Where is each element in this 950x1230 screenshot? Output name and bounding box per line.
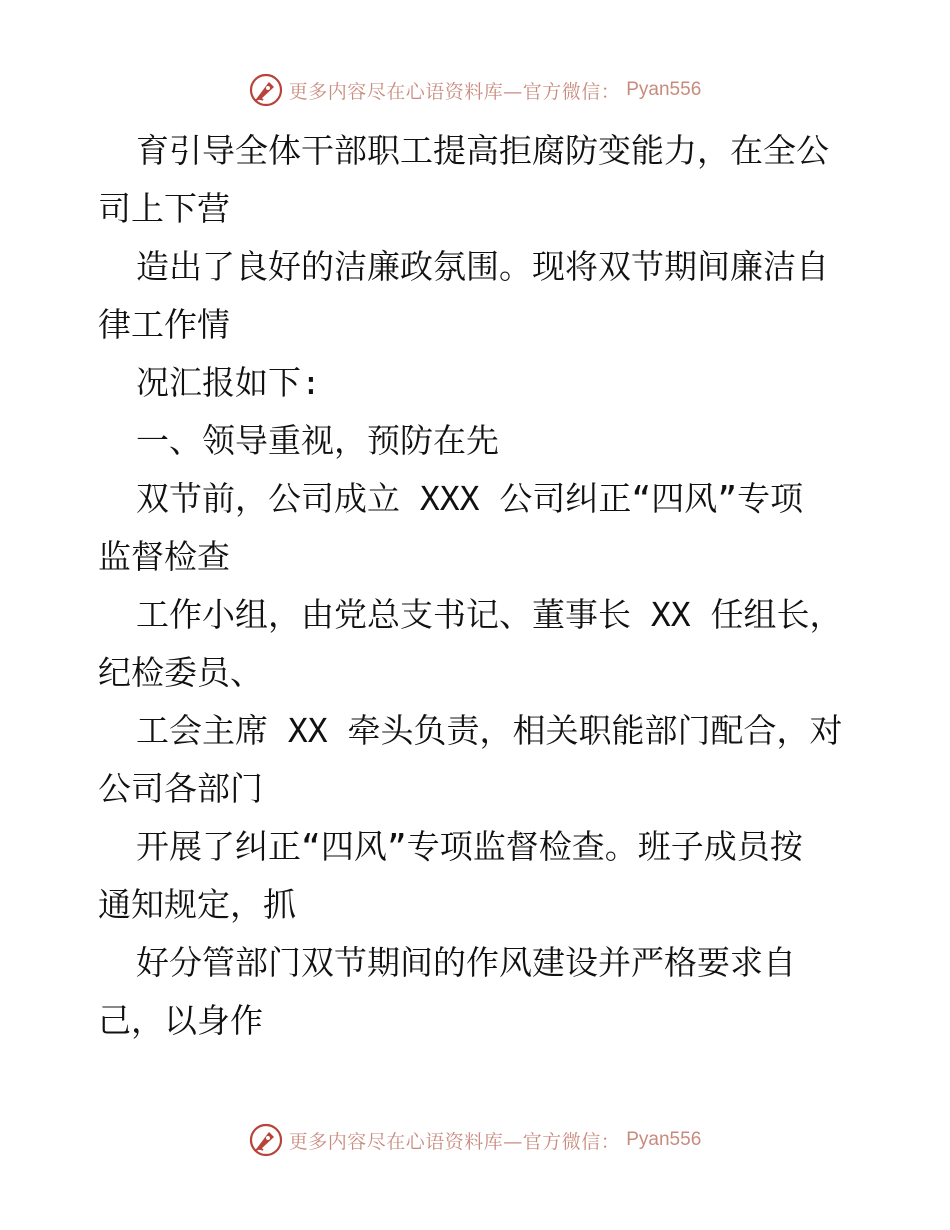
section-heading: 一、领导重视，预防在先 [136,421,499,460]
text-line: 公司各部门 [98,769,263,808]
text-line: 监督检查 [98,537,230,576]
text-line: 司上下营 [98,189,230,228]
header-wechat-id: Pyan556 [626,79,702,100]
footer-banner-text: 更多内容尽在心语资料库—官方微信： [288,1130,621,1153]
pen-nib-logo-icon [249,73,283,107]
text-line: 律工作情 [98,305,230,344]
text-line: 好分管部门双节期间的作风建设并严格要求自 [136,943,796,982]
text-line: 纪检委员、 [98,653,263,692]
text-line: 双节前，公司成立 XXX 公司纠正“四风”专项 [136,479,804,518]
footer-wechat-id: Pyan556 [626,1129,702,1150]
text-line: 况汇报如下: [136,363,321,402]
text-line: 工作小组，由党总支书记、董事长 XX 任组长， [136,595,843,634]
text-line: 造出了良好的洁廉政氛围。现将双节期间廉洁自 [136,247,829,286]
footer-banner [0,1122,950,1158]
pen-nib-logo-icon [249,1123,283,1157]
header-banner-text: 更多内容尽在心语资料库—官方微信： [288,80,621,103]
text-line: 工会主席 XX 牵头负责，相关职能部门配合，对 [136,711,843,750]
document-body [98,122,858,1050]
text-line: 育引导全体干部职工提高拒腐防变能力，在全公 [136,131,829,170]
text-line: 己，以身作 [98,1001,263,1040]
text-line: 开展了纠正“四风”专项监督检查。班子成员按 [136,827,803,866]
text-line: 通知规定，抓 [98,885,296,924]
header-banner [0,72,950,108]
